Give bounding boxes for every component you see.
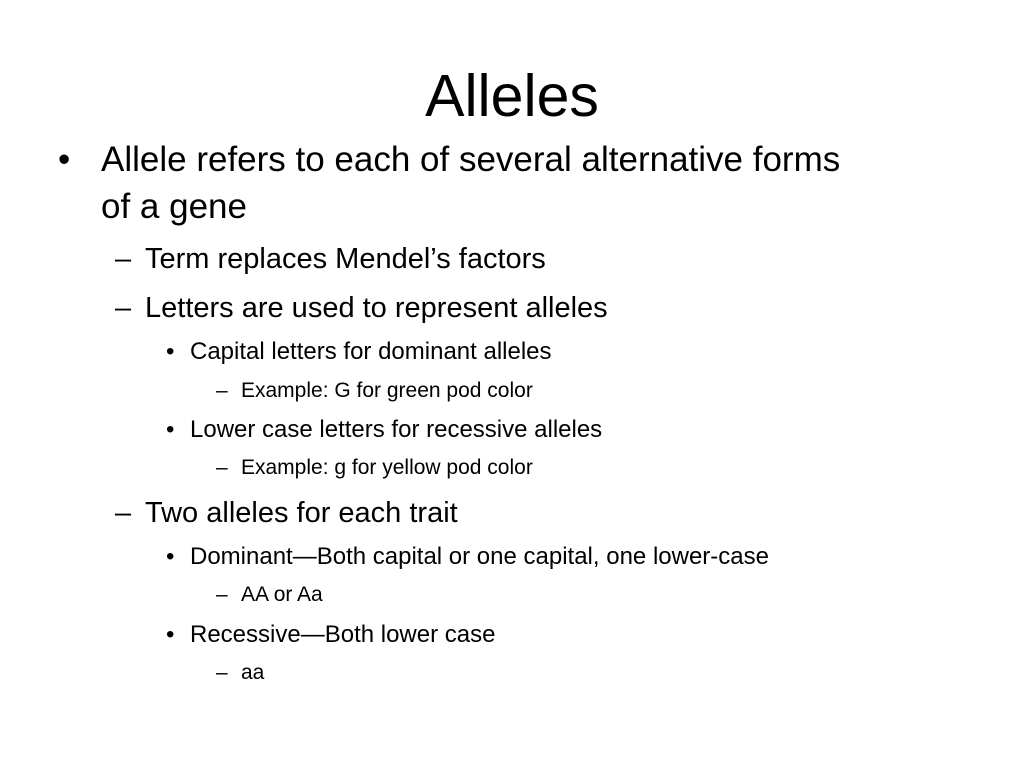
dash-marker: – <box>115 243 132 275</box>
bullet-marker: • <box>166 338 175 365</box>
subbullet-lower-case-letters: Lower case letters for recessive alleles <box>190 416 603 443</box>
slide-title: Alleles <box>425 63 599 129</box>
dash-marker: – <box>115 497 132 529</box>
subbullet-dominant: Dominant—Both capital or one capital, one lower-case <box>190 543 769 570</box>
dash-marker: – <box>216 456 228 479</box>
subbullet-capital-letters: Capital letters for dominant alleles <box>190 338 552 365</box>
dash-marker: – <box>216 379 228 402</box>
bullet-allele-definition-cont: of a gene <box>101 187 247 226</box>
dash-marker: – <box>115 292 132 324</box>
bullet-allele-definition: Allele refers to each of several alternative forms <box>101 140 841 179</box>
dash-marker: – <box>216 661 228 684</box>
subbullet-two-alleles: Two alleles for each trait <box>145 497 458 529</box>
example-recessive-genotype: aa <box>241 661 265 684</box>
bullet-marker: • <box>166 543 175 570</box>
bullet-marker: • <box>58 140 71 179</box>
subbullet-term-replaces: Term replaces Mendel’s factors <box>145 243 546 275</box>
example-yellow-pod: Example: g for yellow pod color <box>241 456 533 479</box>
bullet-marker: • <box>166 416 175 443</box>
subbullet-recessive: Recessive—Both lower case <box>190 621 496 648</box>
example-green-pod: Example: G for green pod color <box>241 379 533 402</box>
example-dominant-genotypes: AA or Aa <box>241 583 323 606</box>
dash-marker: – <box>216 583 228 606</box>
bullet-marker: • <box>166 621 175 648</box>
subbullet-letters-represent: Letters are used to represent alleles <box>145 292 608 324</box>
